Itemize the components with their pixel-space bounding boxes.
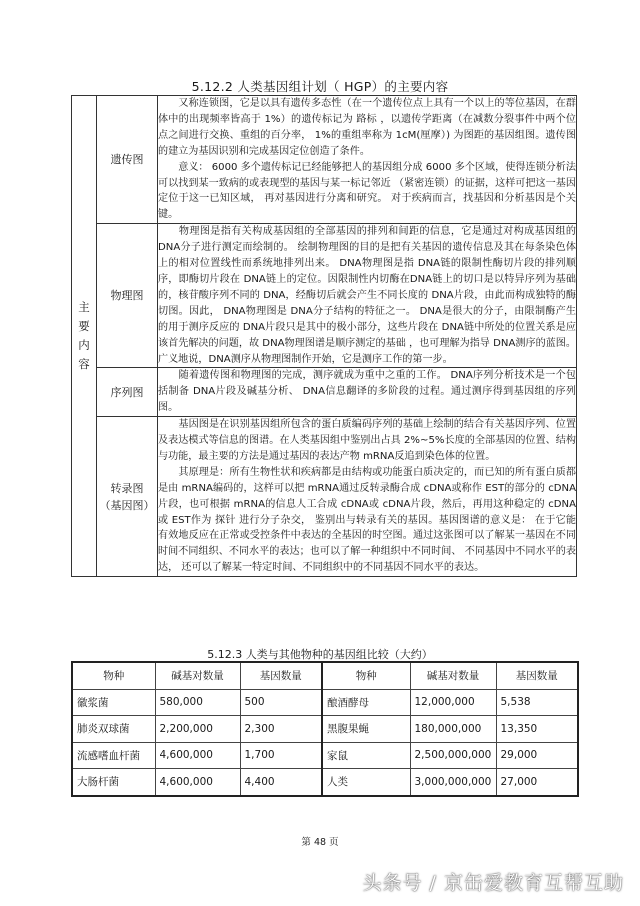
cell-gene-count: 5,538 [496, 689, 578, 716]
table-row [72, 417, 577, 577]
cell-gene-count: 4,400 [240, 769, 322, 796]
cell-base-pairs: 4,600,000 [155, 742, 240, 769]
cell-base-pairs: 2,200,000 [155, 716, 240, 743]
row-label-transcript-map: 转录图 （基因图） [97, 417, 158, 577]
cell-species: 流感嗜血杆菌 [72, 742, 155, 769]
cell-gene-count: 1,700 [240, 742, 322, 769]
transcript-map-para-2: 其原理是：所有生物性状和疾病都是由结构或功能蛋白质决定的，而已知的所有蛋白质都是由 mRNA编码的，这样可以把 mRNA通过反转录酶合成 cDNA或称作 EST的部分的 cDNA片段，也可根据 mRNA的信息人工合成 cDNA或 cDNA片段，然后，再用这种稳定的 cDNA或 EST作为 探针 进行分子杂交， 鉴别出与转录有关的基因。基因图谱的意义是： 在于它能有效地反应在正常或受控条件中表达的全基因的时空图。通过这张图可以了解某一基因在不同时间不同组织、不同水平的表达；也可以了解一种组织中不同时间、 不同基因中不同水平的表达， 还可以了解某一特定时间、不同组织中的不同基因不同水平的表达。 [158, 466, 576, 574]
main-content-label-text: 主 要 内 容 [78, 300, 90, 372]
physical-map-para-1: 物理图是指有关构成基因组的全部基因的排列和间距的信息，它是通过对构成基因组的 DNA分子进行测定而绘制的。 绘制物理图的目的是把有关基因的遗传信息及其在每条染色体上的相对位置线性而系统地排列出来。 DNA物理图是指 DNA链的限制性酶切片段的排列顺序，即酶切片段在 DNA链上的定位。因限制性内切酶在DNA链上的切口是以特异序列为基础的，核苷酸序列不同的 DNA，经酶切后就会产生不同长度的 DNA片段，由此而构成独特的酶切图。因此， DNA物理图是 DNA分子结构的特征之一。 DNA是很大的分子，由限制酶产生的用于测序反应的 DNA片段只是其中的极小部分，这些片段在 DNA链中所处的位置关系是应该首先解决的问题，故 DNA物理图谱是顺序测定的基础 ，也可理解为指导 DNA测序的蓝图。广义地说，DNA测序从物理图制作开始，它是测序工作的第一步。 [158, 226, 576, 365]
section-title: 5.12.2 人类基因组计划（ HGP）的主要内容 [191, 79, 449, 94]
hgp-content-table [71, 95, 577, 577]
transcript-map-content [158, 417, 577, 577]
header-species-2: 物种 [322, 662, 410, 689]
cell-base-pairs: 4,600,000 [155, 769, 240, 796]
header-gene-count-2: 基因数量 [496, 662, 578, 689]
row-label-sequence-map: 序列图 [97, 368, 158, 417]
header-gene-count-1: 基因数量 [240, 662, 322, 689]
genome-comparison-table [71, 661, 579, 797]
cell-base-pairs: 2,500,000,000 [410, 742, 496, 769]
transcript-map-para-1: 基因图是在识别基因组所包含的蛋白质编码序列的基础上绘制的结合有关基因序列、位置及表达模式等信息的图谱。在人类基因组中鉴别出占具 2%~5%长度的全部基因的位置、结构与功能，最主要的方法是通过基因的表达产物 mRNA反追到染色体的位置。 [158, 419, 576, 462]
cell-gene-count: 2,300 [240, 716, 322, 743]
cell-species: 家鼠 [322, 742, 410, 769]
table-row [72, 368, 577, 417]
main-content-label [72, 96, 97, 577]
table-row [72, 716, 578, 743]
cell-base-pairs: 180,000,000 [410, 716, 496, 743]
comparison-title: 5.12.3 人类与其他物种的基因组比较（大约） [207, 648, 433, 661]
header-base-pairs-2: 碱基对数量 [410, 662, 496, 689]
watermark: 头条号 / 京缶爱教育互帮互助 [362, 872, 624, 894]
table-row [72, 742, 578, 769]
header-species-1: 物种 [72, 662, 155, 689]
page-number: 第 48 页 [301, 837, 339, 848]
genetic-map-para-2: 意义： 6000 多个遗传标记已经能够把人的基因组分成 6000 多个区域，使得连锁分析法可以找到某一致病的或表现型的基因与某一标记邻近 （紧密连锁）的证据，这样可把这一基因定位于这一已知区域， 再对基因进行分离和研究。 对于疾病而言，找基因和分析基因是个关键。 [158, 161, 576, 221]
physical-map-content [158, 224, 577, 368]
cell-gene-count: 29,000 [496, 742, 578, 769]
cell-species: 肺炎双球菌 [72, 716, 155, 743]
header-base-pairs-1: 碱基对数量 [155, 662, 240, 689]
genetic-map-content [158, 96, 577, 224]
cell-base-pairs: 580,000 [155, 689, 240, 716]
cell-species: 酿酒酵母 [322, 689, 410, 716]
genetic-map-para-1: 又称连锁图，它是以具有遗传多态性（在一个遗传位点上具有一个以上的等位基因，在群体中的出现频率皆高于 1%）的遗传标记为 路标 ，以遗传学距离（在减数分裂事件中两个位点之间进行交换、重组的百分率， 1%的重组率称为 1cM(厘摩）) 为图距的基因组图。遗传图的建立为基因识别和完成基因定位创造了条件。 [158, 98, 576, 157]
comparison-header-row [72, 662, 578, 689]
cell-species: 人类 [322, 769, 410, 796]
table-row [72, 689, 578, 716]
cell-species: 大肠杆菌 [72, 769, 155, 796]
row-label-physical-map: 物理图 [97, 224, 158, 368]
cell-gene-count: 13,350 [496, 716, 578, 743]
cell-gene-count: 500 [240, 689, 322, 716]
sequence-map-content [158, 368, 577, 417]
sequence-map-para-1: 随着遗传图和物理图的完成，测序就成为重中之重的工作。 DNA序列分析技术是一个包括制备 DNA片段及碱基分析、 DNA信息翻译的多阶段的过程。通过测序得到基因组的序列图。 [158, 370, 576, 414]
cell-gene-count: 27,000 [496, 769, 578, 796]
table-row [72, 224, 577, 368]
cell-base-pairs: 12,000,000 [410, 689, 496, 716]
cell-species: 黑腹果蝇 [322, 716, 410, 743]
cell-base-pairs: 3,000,000,000 [410, 769, 496, 796]
table-row [72, 769, 578, 796]
table-row [72, 96, 577, 224]
cell-species: 徽浆菌 [72, 689, 155, 716]
row-label-genetic-map: 遗传图 [97, 96, 158, 224]
